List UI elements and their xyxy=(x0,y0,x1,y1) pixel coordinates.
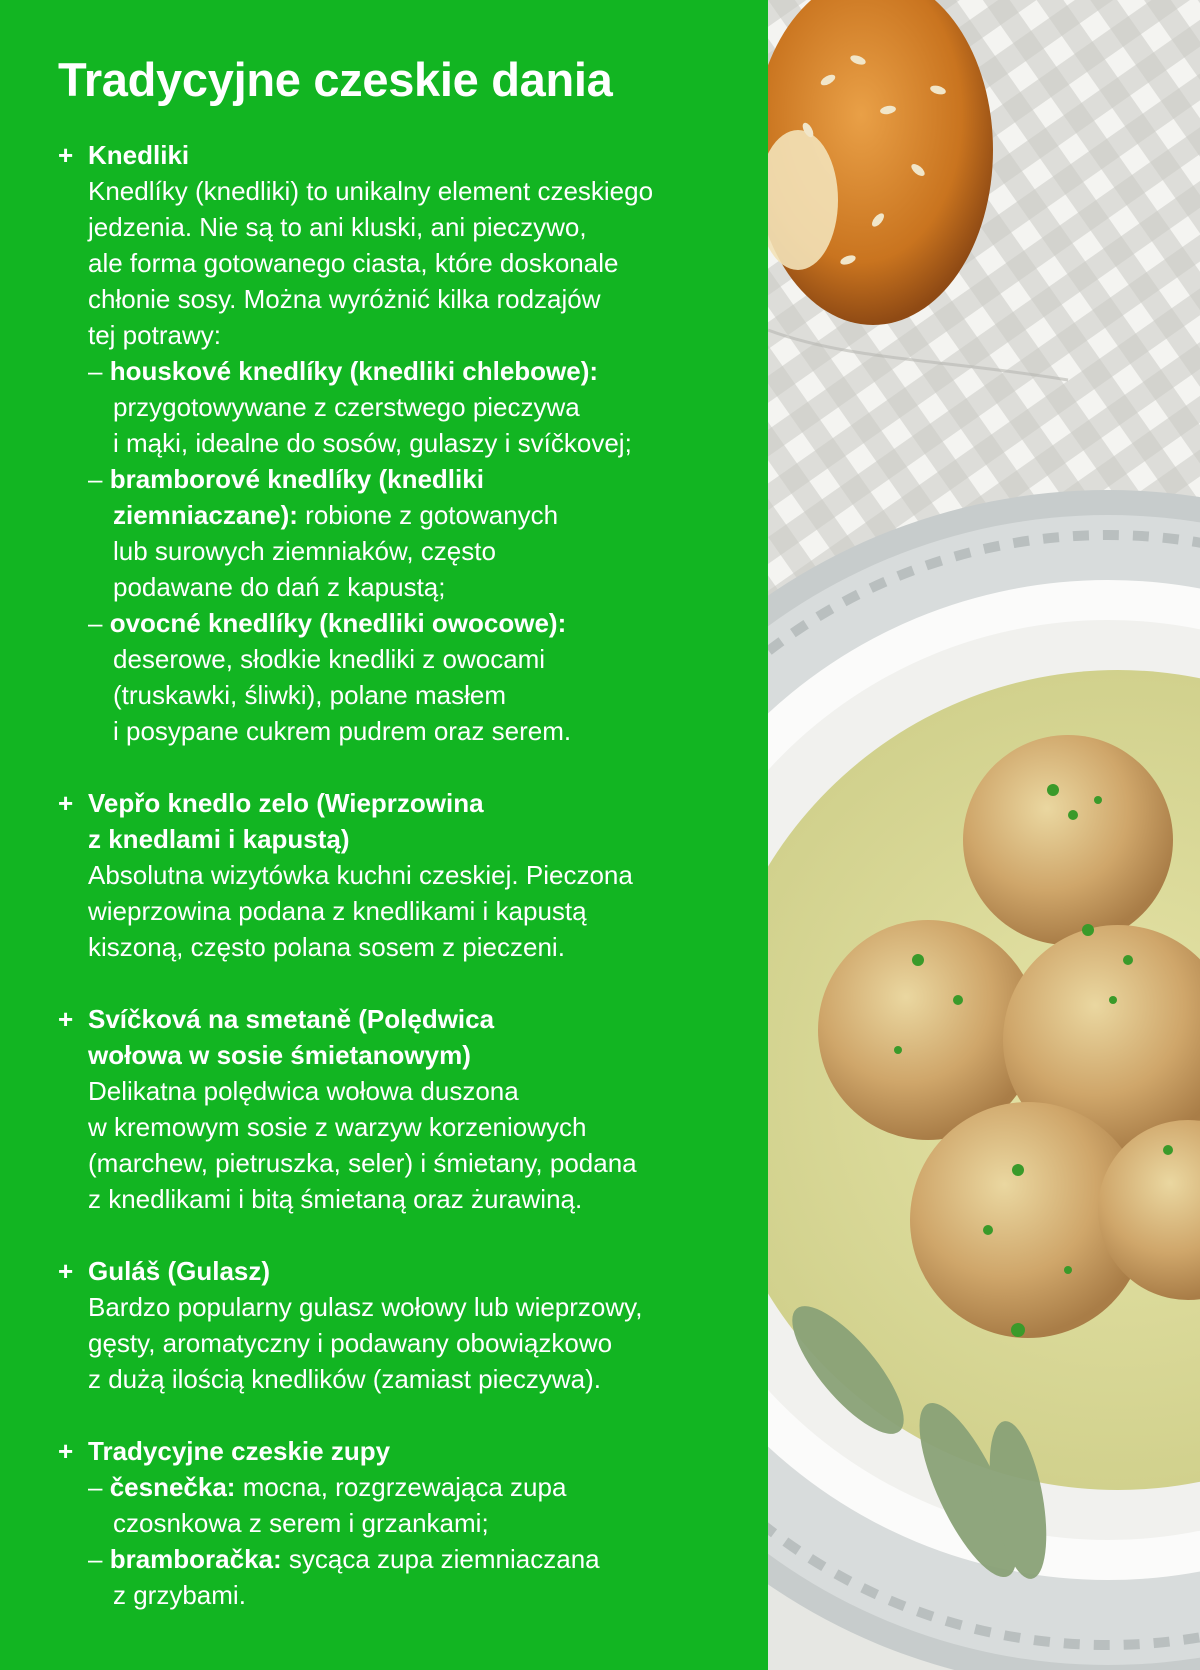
section-body xyxy=(58,1073,748,1217)
term: česnečka: xyxy=(109,1472,236,1502)
item-line: deserowe, słodkie knedliki z owocami xyxy=(113,644,546,674)
page-title: Tradycyjne czeskie dania xyxy=(58,53,613,106)
body-line: wieprzowina podana z knedlikami i kapustą xyxy=(88,896,587,926)
list-item xyxy=(88,461,748,605)
list-item xyxy=(88,353,748,461)
section-vepro-knedlo-zelo xyxy=(58,785,748,965)
list-item-head xyxy=(88,605,748,641)
dash-icon: – xyxy=(88,1544,103,1574)
heading-text xyxy=(88,1001,494,1073)
item-line: czosnkowa z serem i grzankami; xyxy=(113,1508,489,1538)
dash-icon: – xyxy=(88,1472,103,1502)
body-line: (marchew, pietruszka, seler) i śmietany, podana xyxy=(88,1148,637,1178)
body-line: Knedlíky (knedliki) to unikalny element czeskiego xyxy=(88,176,654,206)
section-knedliki xyxy=(58,137,748,749)
body-line: gęsty, aromatyczny i podawany obowiązkowo xyxy=(88,1328,613,1358)
item-text: sycąca zupa ziemniaczana xyxy=(281,1544,600,1574)
plus-icon: + xyxy=(58,788,74,818)
body-line: Delikatna polędwica wołowa duszona xyxy=(88,1076,519,1106)
body-line: jedzenia. Nie są to ani kluski, ani pieczywo, xyxy=(88,212,587,242)
body-line: tej potrawy: xyxy=(88,320,221,350)
section-heading xyxy=(58,1433,748,1469)
heading-text xyxy=(88,785,484,857)
body-line: kiszoną, często polana sosem z pieczeni. xyxy=(88,932,565,962)
body-line: Absolutna wizytówka kuchni czeskiej. Pieczona xyxy=(88,860,633,890)
section-svickova xyxy=(58,1001,748,1217)
plus-icon: + xyxy=(58,140,74,170)
section-gulas xyxy=(58,1253,748,1397)
item-text: mocna, rozgrzewająca zupa xyxy=(235,1472,567,1502)
list-item xyxy=(88,605,748,749)
heading-text: Knedliki xyxy=(88,140,190,170)
term: houskové knedlíky (knedliki chlebowe): xyxy=(109,356,599,386)
dash-icon: – xyxy=(88,356,103,386)
dash-icon: – xyxy=(88,608,103,638)
list-item xyxy=(88,1541,748,1613)
heading-text: Guláš (Gulasz) xyxy=(88,1256,271,1286)
term: ziemniaczane): xyxy=(113,500,298,530)
heading-line: wołowa w sosie śmietanowym) xyxy=(88,1040,471,1070)
section-body xyxy=(58,173,748,749)
list-item-head xyxy=(88,1469,748,1505)
dash-icon: – xyxy=(88,464,103,494)
heading-text: Tradycyjne czeskie zupy xyxy=(88,1436,391,1466)
dish-list xyxy=(58,137,748,1649)
section-heading xyxy=(58,1253,748,1289)
dumplings-illustration xyxy=(768,0,1200,1670)
section-body xyxy=(58,857,748,965)
list-item-head xyxy=(88,461,748,497)
item-line xyxy=(88,497,748,533)
item-line: (truskawki, śliwki), polane masłem xyxy=(113,680,506,710)
section-heading xyxy=(58,1001,748,1073)
heading-line: Vepřo knedlo zelo (Wieprzowina xyxy=(88,788,484,818)
item-line: przygotowywane z czerstwego pieczywa xyxy=(113,392,580,422)
body-line: Bardzo popularny gulasz wołowy lub wieprzowy, xyxy=(88,1292,643,1322)
section-body xyxy=(58,1469,748,1613)
plus-icon: + xyxy=(58,1436,74,1466)
item-line: i posypane cukrem pudrem oraz serem. xyxy=(113,716,572,746)
section-heading xyxy=(58,137,748,173)
plus-icon: + xyxy=(58,1256,74,1286)
term: ovocné knedlíky (knedliki owocowe): xyxy=(109,608,567,638)
list-item xyxy=(88,1469,748,1541)
item-line: lub surowych ziemniaków, często xyxy=(113,536,496,566)
term: bramboračka: xyxy=(109,1544,282,1574)
section-zupy xyxy=(58,1433,748,1613)
body-line: z dużą ilością knedlików (zamiast pieczywa). xyxy=(88,1364,601,1394)
item-line: i mąki, idealne do sosów, gulaszy i svíčkovej; xyxy=(113,428,632,458)
body-line: ale forma gotowanego ciasta, które doskonale xyxy=(88,248,619,278)
term: bramborové knedlíky (knedliki xyxy=(109,464,484,494)
body-line: w kremowym sosie z warzyw korzeniowych xyxy=(88,1112,587,1142)
food-photo xyxy=(768,0,1200,1670)
item-text: robione z gotowanych xyxy=(297,500,559,530)
plus-icon: + xyxy=(58,1004,74,1034)
item-line: podawane do dań z kapustą; xyxy=(113,572,446,602)
section-heading xyxy=(58,785,748,857)
heading-line: Svíčková na smetaně (Polędwica xyxy=(88,1004,495,1034)
list-item-head xyxy=(88,353,748,389)
body-line: chłonie sosy. Można wyróżnić kilka rodzajów xyxy=(88,284,601,314)
body-line: z knedlikami i bitą śmietaną oraz żurawiną. xyxy=(88,1184,583,1214)
section-body xyxy=(58,1289,748,1397)
item-line: z grzybami. xyxy=(113,1580,246,1610)
list-item-head xyxy=(88,1541,748,1577)
heading-line: z knedlami i kapustą) xyxy=(88,824,350,854)
